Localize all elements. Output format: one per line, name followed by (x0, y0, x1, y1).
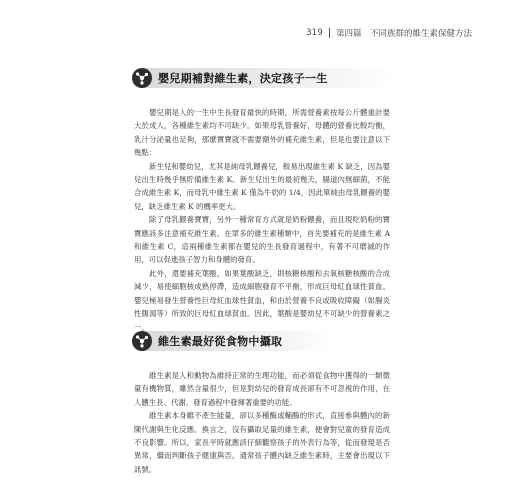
header-divider (329, 28, 330, 38)
section-heading-food-sources (134, 331, 396, 351)
molecule-icon (132, 68, 152, 88)
paragraph: 維生素是人和動物為維持正常的生理功能，而必須從食物中獲得的一類微量有機物質，雖然含量很少，但是對幼兒的發育成長卻有不可忽視的作用，在人體生長、代謝、發育過程中發揮著重要的功能。 (134, 371, 390, 407)
section-title: 嬰兒期補對維生素，決定孩子一生 (158, 72, 328, 85)
paragraph: 除了母乳餵養寶寶，另外一種常育方式就是奶粉餵養，而且現吃奶粉的寶寶應該多注意補充維生素。在眾多的維生素種類中，首先要補充的是維生素 A 和維生素 C，這兩種維生素都在嬰兒的生長發育過程中，有著不可磨滅的作用，可以促進孩子智力和身體的發育。 (134, 215, 390, 265)
page-number: 319 (306, 28, 323, 38)
paragraph: 維生素本身雖不產生能量，卻以多種酶或輔酶的形式，直接參與體內的新陳代謝與生化反應。換言之，沒有攝取足量的維生素，便會對兒童的發育造成不良影響。所以，家長平時就應該仔細觀察孩子的外表行為等，從而發現是否異常，繼而判斷孩子健康與否。通常孩子體內缺乏維生素時，主要會出現以下訊號。 (134, 411, 390, 474)
running-title: 第四篇 不同族群的維生素保健方法 (335, 29, 472, 39)
running-header (306, 27, 472, 39)
section-body-food-sources (134, 369, 390, 476)
section-heading-infant-vitamins (134, 68, 396, 88)
paragraph: 新生兒和嬰幼兒，尤其是純母乳餵養兒，較易出現維生素 K 缺乏，因為嬰兒出生時幾乎無貯備維生素 K。新生兒出生的最初幾天，腸道內無細菌，不能合成維生素 K，而母乳中維生素 K 僅為牛奶的 1/4，因此單純由母乳餵養的嬰兒，缺乏維生素 K 的機率更大。 (134, 161, 390, 211)
paragraph: 嬰兒期是人的一生中生長發育最快的時期，所需營養素按每公斤體重計要大於成人，各種維生素均不可缺少。如果母乳營養好，母體的營養比較均衡，乳汁分泌量也足夠，那麼寶寶就不需要額外的補充維生素，但是也要注意以下幾點： (134, 108, 390, 158)
section-body-infant-vitamins (134, 106, 390, 334)
paragraph: 此外，還要補充葉酸，如果葉酸缺乏，則核糖核酸和去氧核糖核酸的合成減少，易使細胞核成熟停滯，造成細胞發育不平衡，形成巨母紅血球性貧血。嬰兒極易發生營養性巨母紅血球性貧血，和由於營養不良或吸收障礙（如腸炎性腹瀉等）所致的巨母紅血球貧血。因此，葉酸是嬰幼兒不可缺少的營養素之一。 (134, 268, 390, 332)
section-title: 維生素最好從食物中攝取 (158, 335, 283, 348)
molecule-icon (132, 331, 152, 351)
